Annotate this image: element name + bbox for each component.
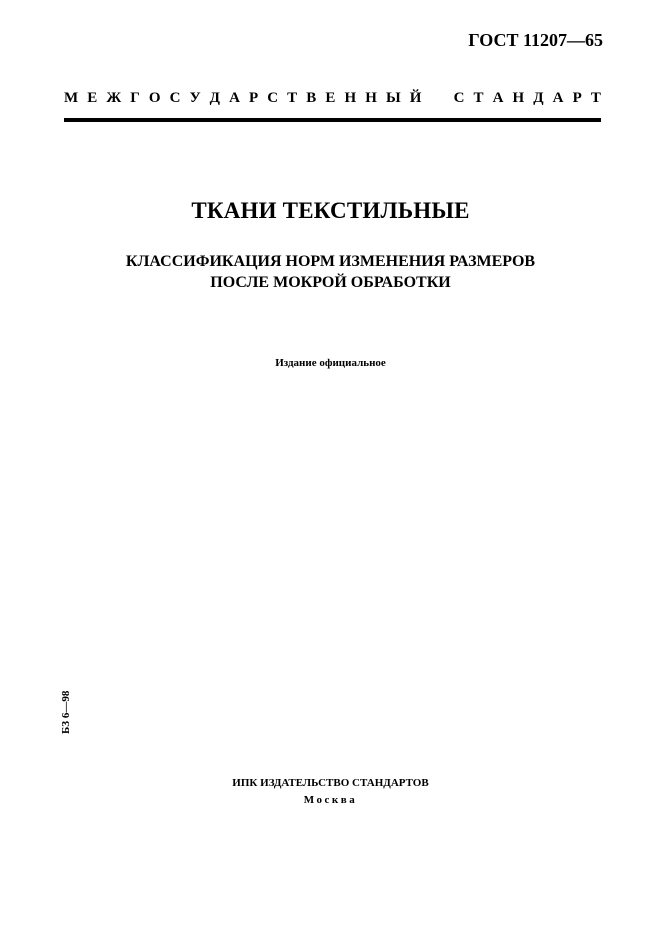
banner-letter: Н [365,90,377,106]
banner-letter: С [267,90,279,106]
banner-letter: Й [409,90,422,106]
side-code: БЗ 6—98 [60,690,72,734]
banner-letter: О [148,90,161,106]
banner-letter: А [229,90,240,106]
banner-letter: Т [287,90,298,106]
banner-letter: Е [87,90,98,106]
banner-letter: Д [533,90,544,106]
banner-letter: С [169,90,181,106]
publisher-name: ИПК ИЗДАТЕЛЬСТВО СТАНДАРТОВ [232,777,429,789]
header-rule [64,118,601,122]
banner-letter: Ж [106,90,122,106]
banner-letter: Ы [385,90,401,106]
standard-number: ГОСТ 11207—65 [468,30,603,50]
edition-label: Издание официальное [275,357,386,369]
banner-space [431,88,445,108]
banner-letter: А [492,90,504,106]
banner-letter: У [189,90,201,106]
banner-letter: Д [209,90,220,106]
document-subtitle [0,251,661,293]
banner-letter: С [453,90,465,106]
subtitle-line-1: КЛАССИФИКАЦИЯ НОРМ ИЗМЕНЕНИЯ РАЗМЕРОВ [125,253,536,270]
banner-letter: В [306,90,317,106]
banner-letter: Р [572,90,582,106]
banner-letter: Т [473,90,484,106]
interstate-standard-banner [64,88,601,108]
banner-letter: Р [248,90,259,106]
banner-letter: Г [130,90,140,106]
banner-letter: Н [344,90,357,106]
banner-letter: Н [512,90,525,106]
banner-letter: А [552,90,564,106]
banner-letter: Е [325,90,336,106]
document-title: ТКАНИ ТЕКСТИЛЬНЫЕ [191,198,470,223]
subtitle-line-2: ПОСЛЕ МОКРОЙ ОБРАБОТКИ [210,274,451,291]
banner-letter: М [64,90,79,106]
publisher-city: Москва [303,794,358,806]
banner-letter: Т [590,90,601,106]
